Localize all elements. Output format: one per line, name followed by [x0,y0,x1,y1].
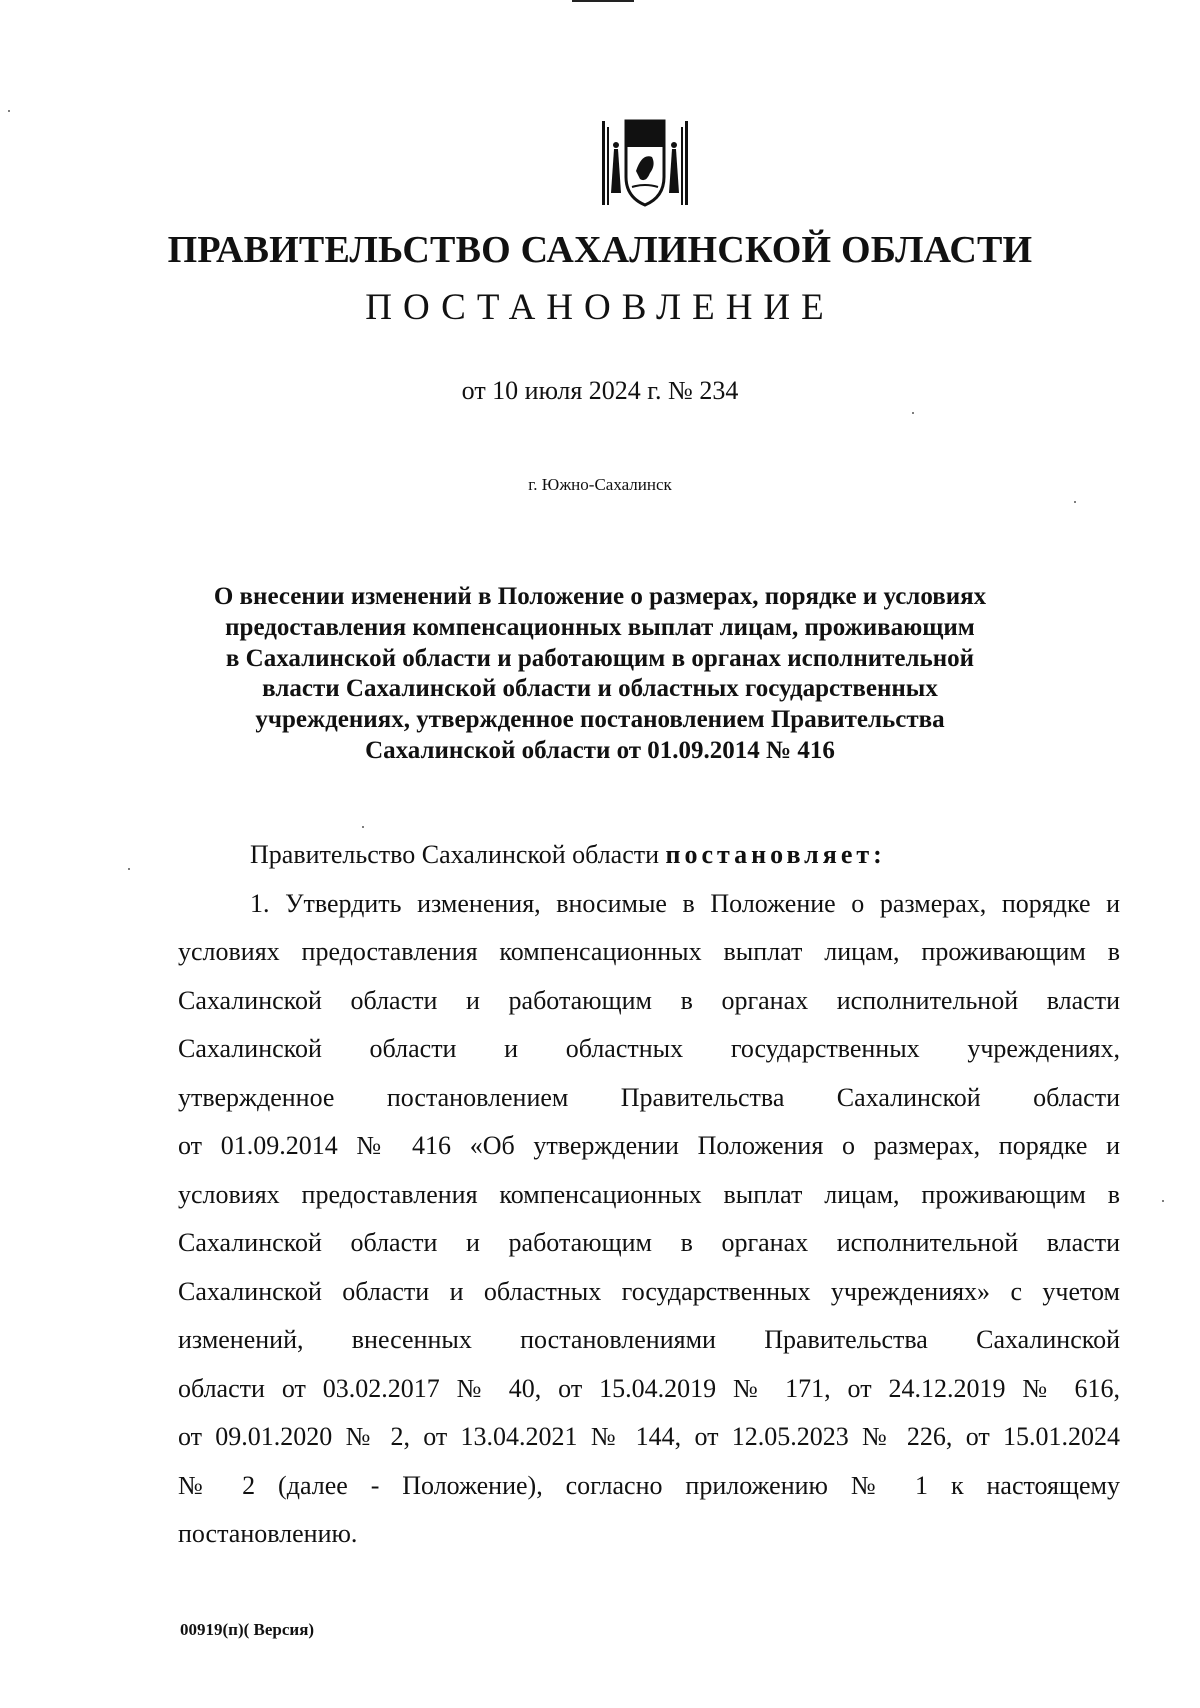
scan-edge-mark [572,0,634,2]
document-footer-code: 00919(п)( Версия) [180,1620,315,1639]
preamble-action: постановляет: [665,840,886,869]
paragraph-line: области от 03.02.2017 № 40, от 15.04.2019 № 171, от 24.12.2019 № 616, [178,1373,1120,1403]
document-type: ПОСТАНОВЛЕНИЕ [365,287,835,328]
organization-title: ПРАВИТЕЛЬСТВО САХАЛИНСКОЙ ОБЛАСТИ [167,229,1033,271]
paragraph-line: от 01.09.2014 № 416 «Об утверждении Положения о размерах, порядке и [178,1131,1120,1160]
paragraph-line: Сахалинской области и областных государственных учреждениях, [178,1034,1120,1063]
paragraph-line: условиях предоставления компенсационных выплат лицам, проживающим в [178,1179,1120,1209]
paragraph-line: постановлению. [178,1519,358,1548]
paragraph-line: Сахалинской области и областных государственных учреждениях» с учетом [178,1276,1120,1306]
paragraph-line: Сахалинской области и работающим в органах исполнительной власти [178,985,1120,1015]
preamble-line [250,840,1192,874]
scan-speck [8,110,10,112]
scan-speck [128,868,130,870]
title-line: власти Сахалинской области и областных государственных [262,675,938,703]
title-line: учреждениях, утвержденное постановлением Правительства [255,706,945,734]
paragraph-line: от 09.01.2020 № 2, от 13.04.2021 № 144, от 12.05.2023 № 226, от 15.01.2024 [178,1422,1120,1451]
paragraph-line: 1. Утвердить изменения, вносимые в Положение о размерах, порядке и [250,888,1120,918]
sakhalin-coat-of-arms-icon [596,113,694,211]
paragraph-line: Сахалинской области и работающим в органах исполнительной власти [178,1228,1120,1257]
paragraph-line: утвержденное постановлением Правительства Сахалинской области [178,1082,1120,1112]
document-date-number: от 10 июля 2024 г. № 234 [461,376,739,405]
document-title [0,582,1200,767]
document-city: г. Южно-Сахалинск [528,475,672,494]
title-line: Сахалинской области от 01.09.2014 № 416 [365,736,835,764]
paragraph-line: № 2 (далее - Положение), согласно приложению № 1 к настоящему [178,1470,1120,1500]
scan-speck [912,412,914,414]
preamble-text: Правительство Сахалинской области [250,840,660,869]
title-line: О внесении изменений в Положение о размерах, порядке и условиях [213,583,987,610]
scan-speck [362,826,364,828]
title-line: в Сахалинской области и работающим в органах исполнительной [225,644,975,672]
paragraph-line: условиях предоставления компенсационных выплат лицам, проживающим в [178,937,1120,966]
title-line: предоставления компенсационных выплат лицам, проживающим [225,613,975,641]
scan-speck [1074,501,1076,503]
paragraph-line: изменений, внесенных постановлениями Правительства Сахалинской [178,1325,1120,1354]
scan-speck [1162,1200,1164,1202]
